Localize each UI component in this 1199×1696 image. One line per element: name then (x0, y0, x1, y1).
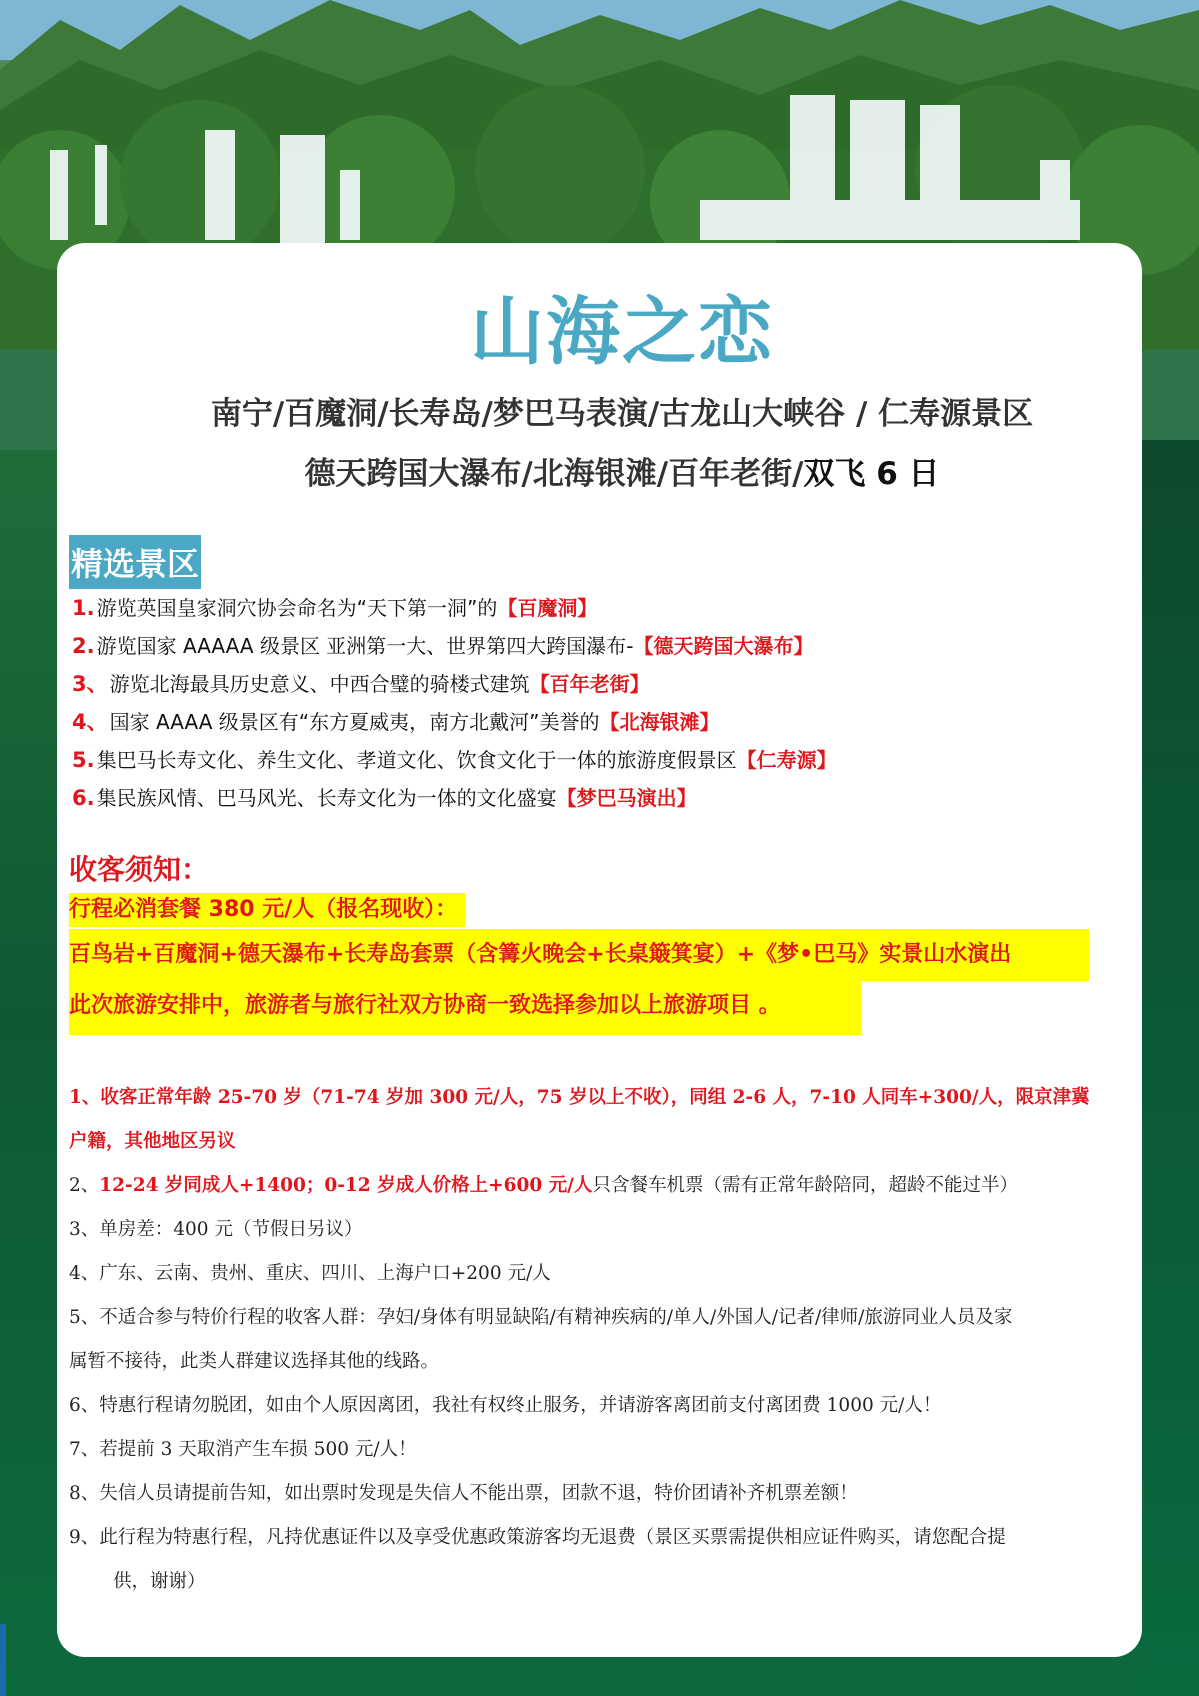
spot-highlight: 【北海银滩】 (599, 710, 720, 734)
spot-text: 游览国家 AAAAA 级景区 亚洲第一大、世界第四大跨国瀑布- (96, 634, 634, 658)
rule-2-prefix: 2、 (69, 1175, 100, 1196)
rule-2-rest: 只含餐车机票（需有正常年龄陪同，超龄不能过半） (592, 1175, 1018, 1196)
rule-8: 8、失信人员请提前告知，如出票时发现是失信人不能出票，团款不退，特价团请补齐机票差额！ (69, 1483, 858, 1504)
list-item (69, 703, 1129, 741)
mandatory-package-items: 百鸟岩+百魔洞+德天瀑布+长寿岛套票（含篝火晚会+长桌簸箕宴）+《梦•巴马》实景山水演出 (69, 929, 1089, 981)
spot-text: 游览北海最具历史意义、中西合璧的骑楼式建筑 (109, 672, 530, 696)
list-item (69, 665, 1129, 703)
route-line-1: 南宁/百魔洞/长寿岛/梦巴马表演/古龙山大峡谷 / 仁寿源景区 (210, 396, 1034, 432)
rule-2-red: 12-24 岁同成人+1400；0-12 岁成人价格上+600 元/人 (99, 1175, 593, 1196)
booking-rules (69, 1076, 1139, 1604)
route-duration: 双飞 6 日 (803, 456, 940, 492)
spot-number: 4、 (72, 710, 108, 734)
route-line-2 (57, 448, 1187, 493)
spot-text: 集民族风情、巴马风光、长寿文化为一体的文化盛宴 (96, 786, 557, 810)
spot-highlight: 【梦巴马演出】 (556, 786, 697, 810)
list-item (69, 627, 1129, 665)
spot-number: 1. (72, 596, 95, 620)
rule-3: 3、单房差：400 元（节假日另议） (69, 1219, 363, 1240)
rule-5-line-1: 5、不适合参与特价行程的收客人群：孕妇/身体有明显缺陷/有精神疾病的/单人/外国人/记者/律师/旅游同业人员及家 (69, 1307, 1013, 1328)
spot-number: 3、 (72, 672, 108, 696)
left-accent-strip (0, 1624, 6, 1696)
list-item (69, 779, 1129, 817)
list-item (69, 589, 1129, 627)
itinerary-card (57, 243, 1142, 1657)
rule-1-line-2: 户籍，其他地区另议 (69, 1131, 236, 1152)
page-title: 山海之恋 (470, 289, 774, 375)
rule-9-line-2: 供，谢谢） (113, 1571, 206, 1592)
rule-7: 7、若提前 3 天取消产生车损 500 元/人！ (69, 1439, 417, 1460)
rule-5-line-2: 属暂不接待，此类人群建议选择其他的线路。 (69, 1351, 440, 1372)
spot-number: 2. (72, 634, 95, 658)
notice-heading: 收客须知： (69, 853, 210, 886)
featured-spots-list (69, 589, 1129, 817)
spot-highlight: 【德天跨国大瀑布】 (633, 634, 814, 658)
spot-text: 游览英国皇家洞穴协会命名为“天下第一洞”的 (96, 596, 498, 620)
route-line-2-main: 德天跨国大瀑布/北海银滩/百年老街/ (304, 456, 804, 492)
spot-text: 国家 AAAA 级景区有“东方夏威夷，南方北戴河”美誉的 (109, 710, 600, 734)
rule-2 (69, 1164, 1139, 1208)
spot-highlight: 【百魔洞】 (497, 596, 598, 620)
background-side-panel (1139, 440, 1199, 1696)
rule-1-line-1: 1、收客正常年龄 25-70 岁（71-74 岁加 300 元/人，75 岁以上不收），同组 2-6 人，7-10 人同车+300/人，限京津冀 (69, 1087, 1090, 1108)
rule-4: 4、广东、云南、贵州、重庆、四川、上海户口+200 元/人 (69, 1263, 551, 1284)
list-item (69, 741, 1129, 779)
rule-9-line-1: 9、此行程为特惠行程，凡持优惠证件以及享受优惠政策游客均无退费（景区买票需提供相应证件购买，请您配合提 (69, 1527, 1006, 1548)
mandatory-package-agreement: 此次旅游安排中，旅游者与旅行社双方协商一致选择参加以上旅游项目 。 (69, 981, 861, 1035)
featured-spots-label: 精选景区 (69, 535, 201, 589)
spot-number: 5. (72, 748, 95, 772)
mandatory-package-price: 行程必消套餐 380 元/人（报名现收）： (69, 893, 465, 927)
rule-6: 6、特惠行程请勿脱团，如由个人原因离团，我社有权终止服务，并请游客离团前支付离团费 1000 元/人！ (69, 1395, 942, 1416)
spot-text: 集巴马长寿文化、养生文化、孝道文化、饮食文化于一体的旅游度假景区 (96, 748, 737, 772)
spot-number: 6. (72, 786, 95, 810)
spot-highlight: 【仁寿源】 (736, 748, 837, 772)
spot-highlight: 【百年老街】 (529, 672, 650, 696)
